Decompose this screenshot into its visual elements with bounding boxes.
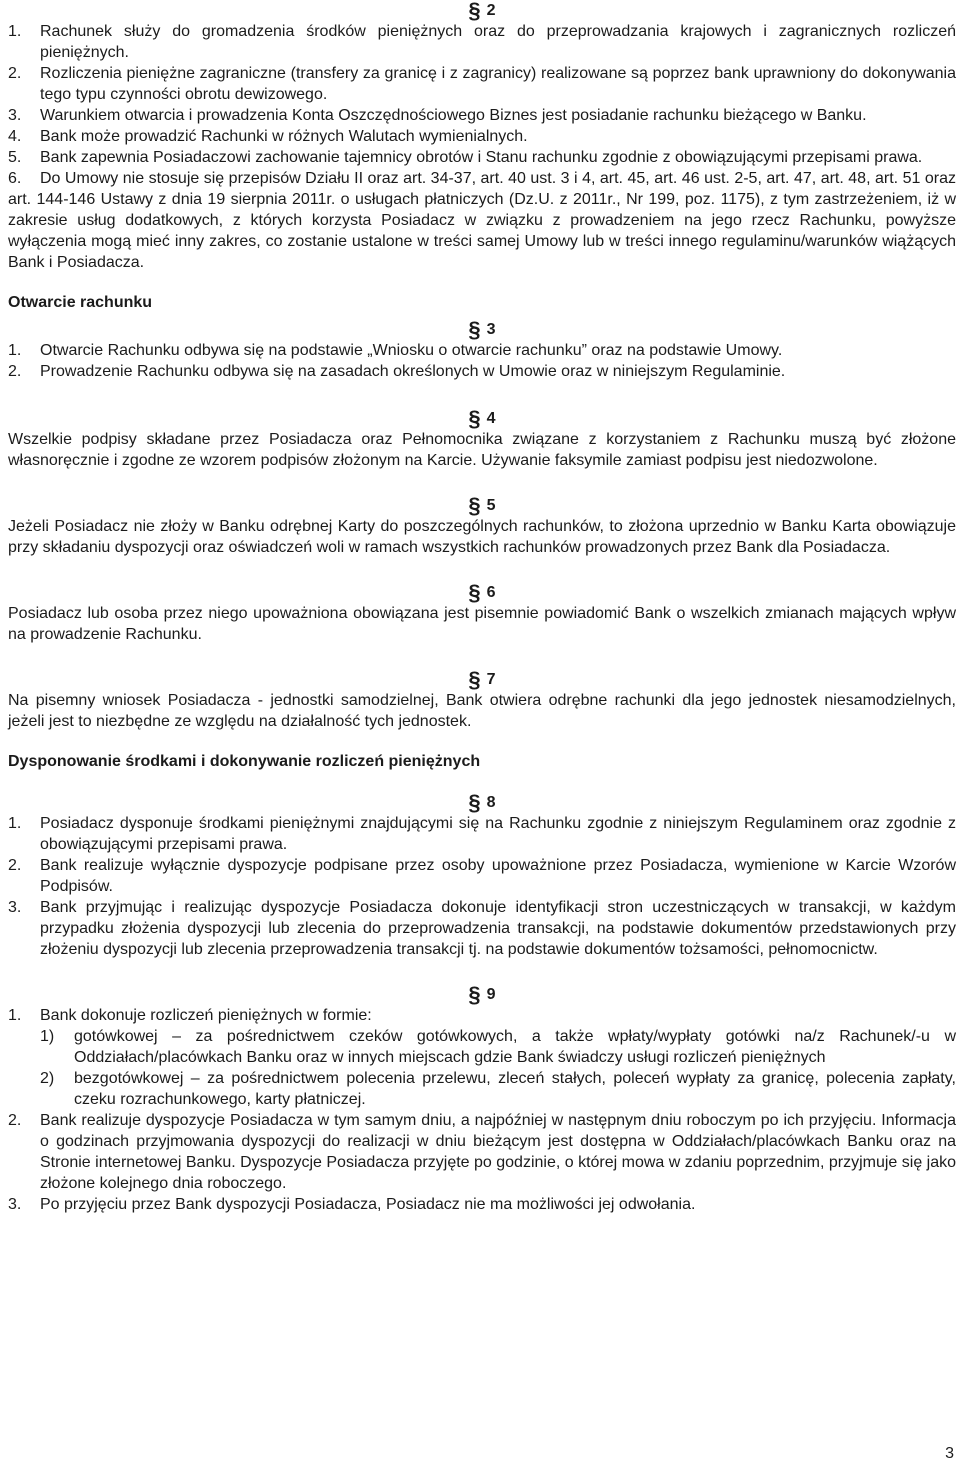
list-item: 1. Bank dokonuje rozliczeń pieniężnych w formie: [8,1007,372,1024]
section-symbol: § [468,317,481,342]
section-7-text: Na pisemny wniosek Posiadacza - jednostki samodzielnej, Bank otwiera odrębne rachunki dla jego jednostek niesamodzielnych, jeżeli jest to niezbędne ze względu na działalność tych jednostek. [8,692,956,730]
section-symbol: § [468,0,481,23]
section-2-header: § 2 [468,0,496,23]
section-symbol: § [468,493,481,518]
list-item: 2. Bank realizuje dyspozycje Posiadacza w tym samym dniu, a najpóźniej w następnym dniu roboczym po ich przyjęciu. Informacja o godzinach przyjmowania dyspozycji do realizacji w dniu bieżącym jest dostępna w Oddziałach/placówkach Banku oraz na Stronie internetowej Banku. Dyspozycje Posiadacza przyjęte po godzinie, o której mowa w zdaniu poprzednim, przyjmuje się jako złożone kolejnego dnia roboczego. [8,1112,957,1192]
section-9-header: § 9 [468,982,496,1007]
list-item: 1. Posiadacz dysponuje środkami pieniężnymi znajdującymi się na Rachunku zgodnie z niniejszym Regulaminem oraz zgodnie z obowiązującymi przepisami prawa. [8,815,956,853]
section-heading-open-account: Otwarcie rachunku [8,294,153,311]
section-6-text: Posiadacz lub osoba przez niego upoważniona obowiązana jest pisemnie powiadomić Bank o wszelkich zmianach mających wpływ na prowadzenie Rachunku. [8,605,956,643]
section-8-header: § 8 [468,790,496,815]
page-number: 3 [945,1445,954,1462]
section-3-header: § 3 [468,317,496,342]
list-item: 6. Do Umowy nie stosuje się przepisów Działu II oraz art. 34-37, art. 40 ust. 3 i 4, art. 45, art. 46 ust. 2-5, art. 47, art. 48, art. 51 oraz art. 144-146 Ustawy z dnia 19 sierpnia 2011r. o usługach płatniczych (Dz.U. z 2011r., Nr 199, poz. 1175), z tym zastrzeżeniem, iż w zakresie usług dodatkowych, z których korzysta Posiadacz w związku z prowadzeniem na jego rzecz Rachunku, powyższe wyłączenia mogą mieć inny zakres, co zostanie ustalone w treści samej Umowy lub w treści innego regulaminu/warunków wiążących Bank i Posiadacza. [8,170,956,271]
section-symbol: § [468,580,481,605]
list-item: 3. Bank przyjmując i realizując dyspozycje Posiadacza dokonuje identyfikacji stron uczestniczących w transakcji, w każdym przypadku złożenia dyspozycji lub zlecenia do przeprowadzenia transakcji, na podstawie dokumentów przedstawionych przy złożeniu dyspozycji lub zlecenia przeprowadzenia transakcji tj. na podstawie dokumentów tożsamości, pełnomocnictw. [8,899,956,958]
section-5-text: Jeżeli Posiadacz nie złoży w Banku odrębnej Karty do poszczególnych rachunków, to złożona uprzednio w Banku Karta obowiązuje przy składaniu dyspozycji oraz oświadczeń woli w ramach wszystkich rachunków prowadzonych przez Bank dla Posiadacza. [8,518,956,556]
list-item: 5. Bank zapewnia Posiadaczowi zachowanie tajemnicy obrotów i Stanu rachunku zgodnie z obowiązującymi przepisami prawa. [8,149,923,166]
list-item: 2. Rozliczenia pieniężne zagraniczne (transfery za granicę i z zagranicy) realizowane są poprzez bank uprawniony do dokonywania tego typu czynności obrotu dewizowego. [8,65,956,103]
list-item: 3. Warunkiem otwarcia i prowadzenia Konta Oszczędnościowego Biznes jest posiadanie rachunku bieżącego w Banku. [8,107,867,124]
section-symbol: § [468,982,481,1007]
document-page [8,0,956,1215]
list-item: 4. Bank może prowadzić Rachunki w różnych Walutach wymienialnych. [8,128,528,145]
list-item: 1. Rachunek służy do gromadzenia środków pieniężnych oraz do przeprowadzania krajowych i zagranicznych rozliczeń pieniężnych. [8,23,956,61]
section-symbol: § [468,790,481,815]
section-heading-disposal: Dysponowanie środkami i dokonywanie rozliczeń pieniężnych [8,753,481,770]
section-4-header: § 4 [468,406,496,431]
sub-list-item: 2) bezgotówkowej – za pośrednictwem polecenia przelewu, zleceń stałych, poleceń wypłaty za granicę, polecenia zapłaty, czeku rozrachunkowego, karty płatniczej. [40,1070,956,1108]
list-item: 2. Bank realizuje wyłącznie dyspozycje podpisane przez osoby upoważnione przez Posiadacza, wymienione w Karcie Wzorów Podpisów. [8,857,956,895]
section-5-header: § 5 [468,493,496,518]
list-item: 2. Prowadzenie Rachunku odbywa się na zasadach określonych w Umowie oraz w niniejszym Regulaminie. [8,363,786,380]
section-symbol: § [468,667,481,692]
list-item: 1. Otwarcie Rachunku odbywa się na podstawie „Wniosku o otwarcie rachunku” oraz na podstawie Umowy. [8,342,783,359]
section-6-header: § 6 [468,580,496,605]
section-symbol: § [468,406,481,431]
sub-list-item: 1) gotówkowej – za pośrednictwem czeków gotówkowych, a także wpłaty/wypłaty gotówki na/z Rachunek/-u w Oddziałach/placówkach Banku oraz w innych miejscach gdzie Bank świadczy usługi rozliczeń pieniężnych [40,1028,956,1066]
section-4-text: Wszelkie podpisy składane przez Posiadacza oraz Pełnomocnika związane z korzystaniem z Rachunku muszą być złożone własnoręcznie i zgodne ze wzorem podpisów złożonym na Karcie. Używanie faksymile zamiast podpisu jest niedozwolone. [8,431,956,469]
section-7-header: § 7 [468,667,496,692]
list-item: 3. Po przyjęciu przez Bank dyspozycji Posiadacza, Posiadacz nie ma możliwości jej odwołania. [8,1196,696,1213]
